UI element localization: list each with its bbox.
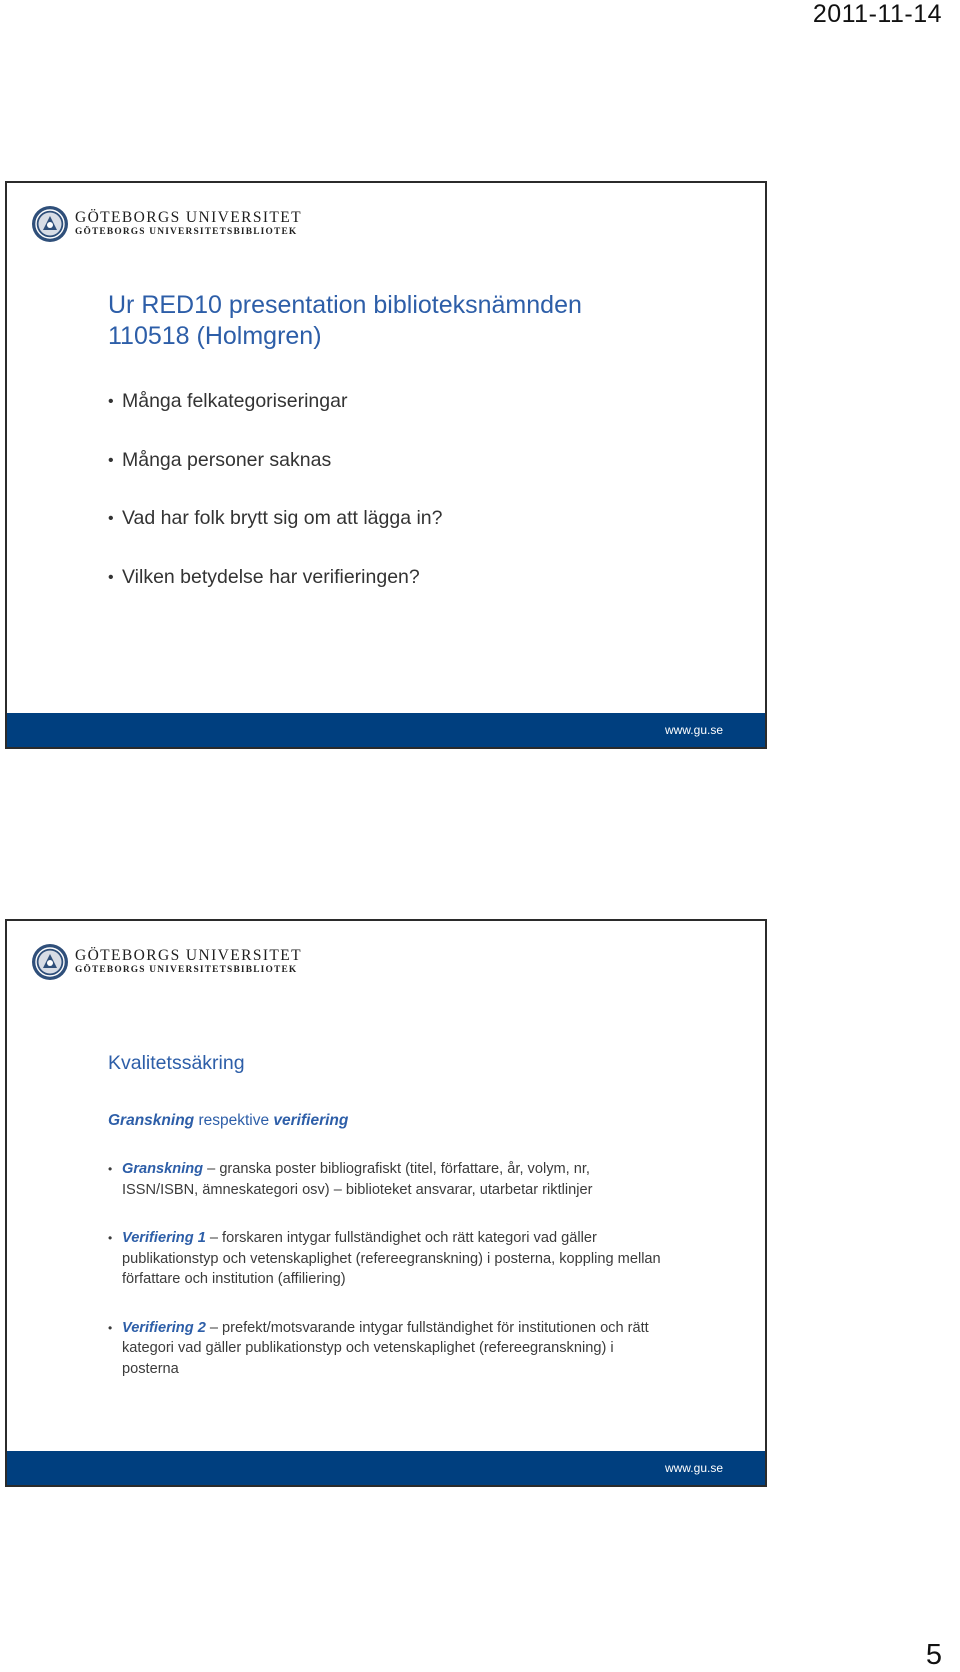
logo-library-name: GÖTEBORGS UNIVERSITETSBIBLIOTEK: [75, 965, 298, 975]
bullet-term: Verifiering 2: [122, 1319, 206, 1336]
bullet-term: Granskning: [122, 1161, 204, 1177]
slide-2: [5, 919, 767, 1487]
bullet-item: [108, 1318, 668, 1380]
slide-footer-bar: [7, 1451, 765, 1485]
logo-university-name: GÖTEBORGS UNIVERSITET: [75, 209, 303, 226]
bullet-item: • Många felkategoriseringar: [108, 390, 442, 449]
slide-1-title-line-2: 110518 (Holmgren): [108, 322, 322, 350]
bullet-item: • Vad har folk brytt sig om att lägga in?: [108, 507, 442, 566]
slide-1-title: [108, 290, 668, 352]
bullet-item: [108, 1228, 668, 1290]
bullet-item: • Vilken betydelse har verifieringen?: [108, 566, 442, 625]
bullet-text: – forskaren intygar fullständighet och rätt kategori vad gäller publikationstyp och vetenskaplighet (refereegranskning) i posterna, koppling mellan författare och institution (affiliering): [122, 1230, 661, 1287]
subtitle-term-granskning: Granskning: [108, 1112, 195, 1129]
slide-footer-bar: [7, 713, 765, 747]
slide-1: [5, 181, 767, 749]
bullet-item: • Många personer saknas: [108, 449, 442, 508]
page-date: 2011-11-14: [812, 0, 942, 28]
page-number: 5: [925, 1639, 942, 1671]
university-seal-icon: [31, 943, 69, 981]
slide-2-subtitle: [108, 1112, 348, 1130]
bullet-item: [108, 1159, 668, 1200]
footer-url-link[interactable]: www.gu.se: [664, 723, 723, 737]
slide-2-title: Kvalitetssäkring: [108, 1052, 245, 1074]
bullet-text: – prefekt/motsvarande intygar fullständighet för institutionen och rätt kategori vad gäller publikationstyp och vetenskaplighet (refereegranskning) i posterna: [122, 1319, 649, 1377]
slide-2-bullet-list: [108, 1159, 668, 1407]
footer-url-link[interactable]: www.gu.se: [664, 1461, 723, 1475]
logo-library-name: GÖTEBORGS UNIVERSITETSBIBLIOTEK: [75, 227, 298, 237]
university-seal-icon: [31, 205, 69, 243]
slide-1-bullet-list: [108, 390, 442, 625]
subtitle-connector: respektive: [194, 1112, 274, 1129]
logo-university-name: GÖTEBORGS UNIVERSITET: [75, 947, 303, 964]
subtitle-term-verifiering: verifiering: [273, 1112, 349, 1129]
slide-1-title-line-1: Ur RED10 presentation biblioteksnämnden: [108, 291, 582, 319]
bullet-text: – granska poster bibliografiskt (titel, författare, år, volym, nr, ISSN/ISBN, ämneskategori osv) – biblioteket ansvarar, utarbetar riktlinjer: [122, 1161, 593, 1198]
bullet-term: Verifiering 1: [122, 1230, 206, 1246]
